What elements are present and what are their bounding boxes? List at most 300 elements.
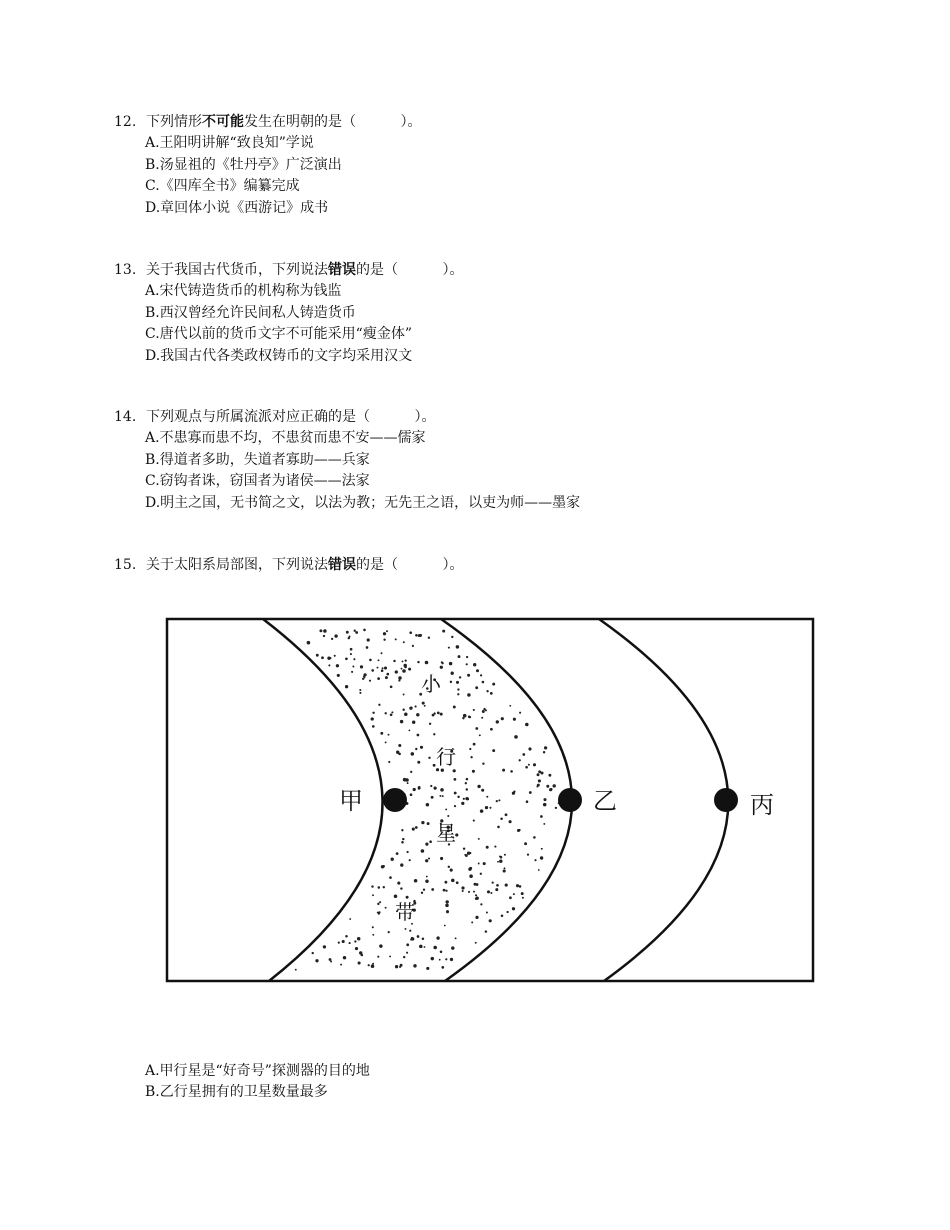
asteroid-dot <box>466 798 469 801</box>
asteroid-dot <box>521 892 524 895</box>
asteroid-dot <box>377 956 379 958</box>
asteroid-dot <box>398 744 401 747</box>
asteroid-dot <box>355 631 358 634</box>
asteroid-dot <box>417 935 420 938</box>
asteroid-dot <box>458 655 461 658</box>
asteroid-dot <box>457 796 459 798</box>
asteroid-dot <box>475 727 478 730</box>
asteroid-dot <box>391 711 393 713</box>
asteroid-dot <box>383 632 386 635</box>
stem-emphasis: 错误 <box>328 557 356 573</box>
question-stem <box>114 407 580 428</box>
asteroid-dot <box>510 770 513 773</box>
asteroid-dot <box>480 903 482 905</box>
asteroid-dot <box>390 685 393 688</box>
asteroid-dot <box>469 748 471 750</box>
asteroid-dot <box>428 857 430 859</box>
asteroid-dot <box>400 964 403 967</box>
asteroid-dot <box>400 720 403 723</box>
asteroid-dot <box>429 840 432 843</box>
planet-label-yi: 乙 <box>593 787 617 815</box>
asteroid-dot <box>441 662 443 664</box>
asteroid-dot <box>390 713 393 716</box>
asteroid-dot <box>371 885 373 887</box>
asteroid-dot <box>538 779 541 782</box>
asteroid-dot <box>482 763 484 765</box>
asteroid-dot <box>425 843 428 846</box>
question-number: 13. <box>114 262 137 278</box>
asteroid-dot <box>456 681 459 684</box>
asteroid-dot <box>389 955 391 957</box>
asteroid-dot <box>406 952 408 954</box>
asteroid-dot <box>388 761 390 763</box>
asteroid-dot <box>425 859 428 862</box>
asteroid-dot <box>548 774 551 777</box>
asteroid-dot <box>553 784 556 787</box>
asteroid-dot <box>372 926 374 928</box>
asteroid-dot <box>490 728 493 731</box>
asteroid-dot <box>388 734 390 736</box>
asteroid-dot <box>430 785 432 787</box>
asteroid-dot <box>502 769 505 772</box>
question-12 <box>114 112 422 219</box>
asteroid-dot <box>398 679 400 681</box>
option-a: A.宋代铸造货币的机构称为钱监 <box>145 283 342 300</box>
planet-label-jia: 甲 <box>339 787 363 815</box>
question-15-options <box>145 1061 370 1104</box>
asteroid-dot <box>402 669 406 673</box>
asteroid-dot <box>417 734 420 737</box>
asteroid-dot <box>391 858 394 861</box>
option-b: B.乙行星拥有的卫星数量最多 <box>145 1084 328 1101</box>
asteroid-dot <box>371 964 375 968</box>
asteroid-dot <box>466 778 469 781</box>
asteroid-dot <box>395 670 398 673</box>
asteroid-dot <box>463 798 465 800</box>
asteroid-dot <box>504 867 506 869</box>
asteroid-dot <box>371 717 374 720</box>
stem-text: 关于我国古代货币，下列说法 <box>146 262 328 278</box>
asteroid-dot <box>421 821 424 824</box>
asteroid-dot <box>496 720 499 723</box>
asteroid-dot <box>350 648 353 651</box>
asteroid-dot <box>419 634 422 637</box>
asteroid-dot <box>526 800 529 803</box>
asteroid-dot <box>441 966 444 969</box>
asteroid-dot <box>454 805 456 807</box>
asteroid-dot <box>519 712 521 714</box>
asteroid-dot <box>509 705 511 707</box>
option-d: D.明主之国，无书简之文，以法为教；无先王之语，以吏为师——墨家 <box>145 494 581 511</box>
asteroid-dot <box>358 961 361 964</box>
asteroid-dot <box>397 882 400 885</box>
asteroid-dot <box>408 668 411 671</box>
asteroid-dot <box>467 674 470 677</box>
asteroid-dot <box>495 888 498 891</box>
asteroid-dot <box>528 747 531 750</box>
asteroid-dot <box>410 793 413 796</box>
asteroid-dot <box>434 787 437 790</box>
asteroid-dot <box>412 828 415 831</box>
asteroid-dot <box>525 723 529 727</box>
asteroid-dot <box>382 865 385 868</box>
asteroid-dot <box>431 957 434 960</box>
asteroid-dot <box>419 945 423 949</box>
asteroid-dot <box>466 656 468 658</box>
option-d: D.我国古代各类政权铸币的文字均采用汉文 <box>145 347 413 364</box>
asteroid-dot <box>363 629 366 632</box>
asteroid-dot <box>543 823 545 825</box>
asteroid-dot <box>385 676 388 679</box>
asteroid-dot <box>316 654 319 657</box>
asteroid-dot <box>412 645 414 647</box>
asteroid-dot <box>395 965 398 968</box>
asteroid-dot <box>475 942 477 944</box>
asteroid-dot <box>354 940 356 942</box>
asteroid-dot <box>401 668 403 670</box>
asteroid-dot <box>475 916 478 919</box>
asteroid-dot <box>469 716 471 718</box>
asteroid-dot <box>436 936 439 939</box>
asteroid-dot <box>487 890 490 893</box>
option-d: D.章回体小说《西游记》成书 <box>145 199 329 216</box>
asteroid-dot <box>538 869 540 871</box>
option-a: A.王阳明讲解“致良知”学说 <box>145 135 314 152</box>
asteroid-dot <box>476 897 479 900</box>
asteroid-dot <box>368 964 370 966</box>
asteroid-dot <box>342 940 345 943</box>
asteroid-dot <box>522 753 525 756</box>
asteroid-dot <box>369 680 371 682</box>
option-c: C.《四库全书》编纂完成 <box>145 178 300 195</box>
asteroid-dot <box>426 876 428 878</box>
asteroid-dot <box>471 921 473 923</box>
asteroid-dot <box>378 704 380 706</box>
asteroid-dot <box>307 641 311 645</box>
asteroid-dot <box>408 729 410 731</box>
asteroid-dot <box>465 854 468 857</box>
asteroid-dot <box>473 820 475 822</box>
asteroid-dot <box>472 770 475 773</box>
asteroid-dot <box>396 852 399 855</box>
asteroid-dot <box>500 817 503 820</box>
asteroid-dot <box>323 945 326 948</box>
asteroid-dot <box>385 741 387 743</box>
asteroid-dot <box>403 956 405 958</box>
asteroid-dot <box>466 788 468 790</box>
asteroid-dot <box>540 856 543 859</box>
asteroid-dot <box>469 867 472 870</box>
asteroid-dot <box>321 656 324 659</box>
asteroid-dot <box>427 822 430 825</box>
asteroid-dot <box>490 892 492 894</box>
planet-yi <box>558 788 582 812</box>
asteroid-dot <box>389 876 392 879</box>
asteroid-dot <box>494 846 496 848</box>
asteroid-dot <box>413 964 416 967</box>
asteroid-dot <box>363 673 366 676</box>
planet-label-bing: 丙 <box>750 791 774 819</box>
asteroid-dot <box>485 806 488 809</box>
asteroid-dot <box>533 763 536 766</box>
asteroid-dot <box>450 681 452 683</box>
asteroid-dot <box>504 854 506 856</box>
asteroid-dot <box>426 967 429 970</box>
asteroid-dot <box>328 664 330 666</box>
asteroid-dot <box>440 788 444 792</box>
asteroid-dot <box>442 630 445 633</box>
asteroid-dot <box>489 807 491 809</box>
asteroid-dot <box>483 708 485 710</box>
asteroid-dot <box>448 647 450 649</box>
asteroid-dot <box>453 706 456 709</box>
asteroid-dot <box>378 886 381 889</box>
asteroid-dot <box>337 674 340 677</box>
asteroid-dot <box>492 749 495 752</box>
asteroid-dot <box>444 925 446 927</box>
asteroid-dot <box>377 677 380 680</box>
asteroid-dot <box>415 748 417 750</box>
asteroid-dot <box>346 631 349 634</box>
stem-text: 下列情形 <box>146 114 202 130</box>
asteroid-dot <box>456 645 460 649</box>
asteroid-dot <box>359 689 361 691</box>
option-a: A.不患寡而患不均，不患贫而患不安——儒家 <box>145 430 426 447</box>
asteroid-dot <box>448 866 450 868</box>
asteroid-dot <box>503 869 506 872</box>
asteroid-dot <box>463 847 465 849</box>
asteroid-dot <box>428 637 430 639</box>
asteroid-dot <box>467 693 470 696</box>
asteroid-dot <box>486 911 488 913</box>
asteroid-dot <box>500 856 503 859</box>
asteroid-dot <box>544 746 547 749</box>
asteroid-dot <box>429 723 431 725</box>
asteroid-dot <box>415 826 418 829</box>
asteroid-dot <box>480 674 482 676</box>
asteroid-dot <box>528 764 530 766</box>
asteroid-dot <box>403 778 407 782</box>
asteroid-dot <box>401 829 403 831</box>
asteroid-dot <box>409 859 411 861</box>
asteroid-dot <box>509 896 512 899</box>
asteroid-dot <box>349 918 351 920</box>
option-c: C.唐代以前的货币文字不可能采用“瘦金体” <box>145 326 412 343</box>
asteroid-dot <box>385 712 387 714</box>
belt-label-char: 行 <box>436 745 456 769</box>
stem-text-end: 的是（ ）。 <box>356 262 464 278</box>
asteroid-dot <box>336 664 339 667</box>
asteroid-dot <box>355 947 358 950</box>
asteroid-dot <box>417 761 420 764</box>
asteroid-dot <box>462 890 464 892</box>
asteroid-dot <box>492 683 495 686</box>
asteroid-dot <box>505 813 508 816</box>
asteroid-dot <box>425 661 429 665</box>
asteroid-dot <box>386 673 389 676</box>
asteroid-dot <box>499 859 502 862</box>
asteroid-dot <box>372 725 375 728</box>
planet-jia <box>383 788 407 812</box>
asteroid-dot <box>461 802 464 805</box>
asteroid-dot <box>411 752 415 756</box>
belt-label-char: 带 <box>395 900 415 924</box>
asteroid-dot <box>469 874 473 878</box>
stem-emphasis: 不可能 <box>202 114 244 130</box>
asteroid-dot <box>382 667 384 669</box>
asteroid-dot <box>509 820 512 823</box>
asteroid-dot <box>381 669 384 672</box>
asteroid-dot <box>398 676 401 679</box>
asteroid-dot <box>338 942 340 944</box>
asteroid-dot <box>524 842 527 845</box>
asteroid-dot <box>468 891 470 893</box>
asteroid-dot <box>345 935 348 938</box>
asteroid-dot <box>422 937 425 940</box>
asteroid-dot <box>486 796 488 798</box>
asteroid-dot <box>463 714 467 718</box>
asteroid-dot <box>431 796 434 799</box>
question-number: 15. <box>114 557 137 573</box>
asteroid-dot <box>501 915 504 918</box>
asteroid-dot <box>369 659 372 662</box>
asteroid-dot <box>451 946 454 949</box>
asteroid-dot <box>512 907 515 910</box>
asteroid-dot <box>462 717 464 719</box>
asteroid-dot <box>295 969 297 971</box>
asteroid-dot <box>454 778 457 781</box>
asteroid-dot <box>407 782 409 784</box>
asteroid-dot <box>359 951 362 954</box>
asteroid-dot <box>540 771 543 774</box>
asteroid-dot <box>403 694 405 696</box>
asteroid-dot <box>496 884 499 887</box>
asteroid-dot <box>441 769 444 772</box>
asteroid-dot <box>416 713 419 716</box>
asteroid-dot <box>450 869 453 872</box>
asteroid-dot <box>378 659 380 661</box>
asteroid-dot <box>377 667 379 669</box>
asteroid-dot <box>380 732 383 735</box>
asteroid-dot <box>350 653 352 655</box>
asteroid-dot <box>403 664 406 667</box>
asteroid-dot <box>451 879 455 883</box>
asteroid-dot <box>537 773 540 776</box>
asteroid-dot <box>319 629 322 632</box>
asteroid-dot <box>383 639 385 641</box>
asteroid-dot <box>546 785 549 788</box>
asteroid-dot <box>480 809 484 813</box>
asteroid-dot <box>459 676 461 678</box>
asteroid-dot <box>420 746 423 749</box>
asteroid-dot <box>381 652 383 654</box>
asteroid-dot <box>456 881 459 884</box>
asteroid-dot <box>312 952 314 954</box>
asteroid-dot <box>477 785 480 788</box>
asteroid-dot <box>439 795 441 797</box>
asteroid-dot <box>423 889 425 891</box>
asteroid-dot <box>480 873 482 875</box>
asteroid-dot <box>421 892 423 894</box>
asteroid-dot <box>506 911 508 913</box>
asteroid-dot <box>475 894 477 896</box>
asteroid-dot <box>440 951 443 954</box>
asteroid-dot <box>443 889 446 892</box>
asteroid-dot <box>327 657 330 660</box>
asteroid-dot <box>340 964 342 966</box>
asteroid-dot <box>486 690 488 692</box>
asteroid-dot <box>406 943 409 946</box>
asteroid-dot <box>485 930 487 932</box>
asteroid-dot <box>437 712 440 715</box>
asteroid-dot <box>445 904 449 908</box>
asteroid-dot <box>440 666 443 669</box>
asteroid-dot <box>378 913 380 915</box>
asteroid-dot <box>540 815 543 818</box>
asteroid-dot <box>377 903 379 905</box>
asteroid-dot <box>345 657 348 660</box>
asteroid-dot <box>334 634 337 637</box>
asteroid-dot <box>385 907 387 909</box>
question-14 <box>114 407 580 514</box>
asteroid-dot <box>418 787 421 790</box>
question-stem <box>114 555 464 576</box>
asteroid-dot <box>497 826 500 829</box>
option-b: B.西汉曾经允许民间私人铸造货币 <box>145 304 356 321</box>
asteroid-dot <box>445 890 447 892</box>
question-stem <box>114 112 422 133</box>
asteroid-dot <box>473 891 475 893</box>
asteroid-dot <box>349 942 351 944</box>
asteroid-dot <box>461 886 464 889</box>
asteroid-dot <box>398 753 401 756</box>
asteroid-dot <box>501 717 504 720</box>
asteroid-dot <box>405 659 407 661</box>
question-stem <box>114 260 464 281</box>
asteroid-dot <box>478 838 480 840</box>
asteroid-dot <box>555 807 557 809</box>
asteroid-dot <box>479 734 481 736</box>
asteroid-dot <box>367 638 370 641</box>
asteroid-dot <box>497 861 499 863</box>
asteroid-dot <box>402 660 404 662</box>
asteroid-dot <box>409 631 412 634</box>
asteroid-dot <box>522 897 524 899</box>
asteroid-dot <box>482 681 485 684</box>
asteroid-dot <box>513 893 515 895</box>
asteroid-dot <box>473 709 475 711</box>
asteroid-dot <box>348 635 350 637</box>
asteroid-dot <box>428 757 430 759</box>
asteroid-dot <box>439 959 441 961</box>
asteroid-dot <box>482 710 485 713</box>
asteroid-dot <box>352 665 354 667</box>
stem-text-end: 发生在明朝的是（ ）。 <box>244 114 422 130</box>
asteroid-dot <box>447 815 449 817</box>
asteroid-dot <box>446 910 449 913</box>
stem-text: 关于太阳系局部图，下列说法 <box>146 557 328 573</box>
asteroid-dot <box>453 769 456 772</box>
asteroid-dot <box>512 792 515 795</box>
asteroid-dot <box>519 885 522 888</box>
asteroid-dot <box>489 919 492 922</box>
asteroid-dot <box>433 712 435 714</box>
asteroid-dot <box>401 841 404 844</box>
asteroid-dot <box>543 803 547 807</box>
belt-label-char: 小 <box>421 672 441 696</box>
asteroid-dot <box>449 662 452 665</box>
asteroid-dot <box>466 663 468 665</box>
